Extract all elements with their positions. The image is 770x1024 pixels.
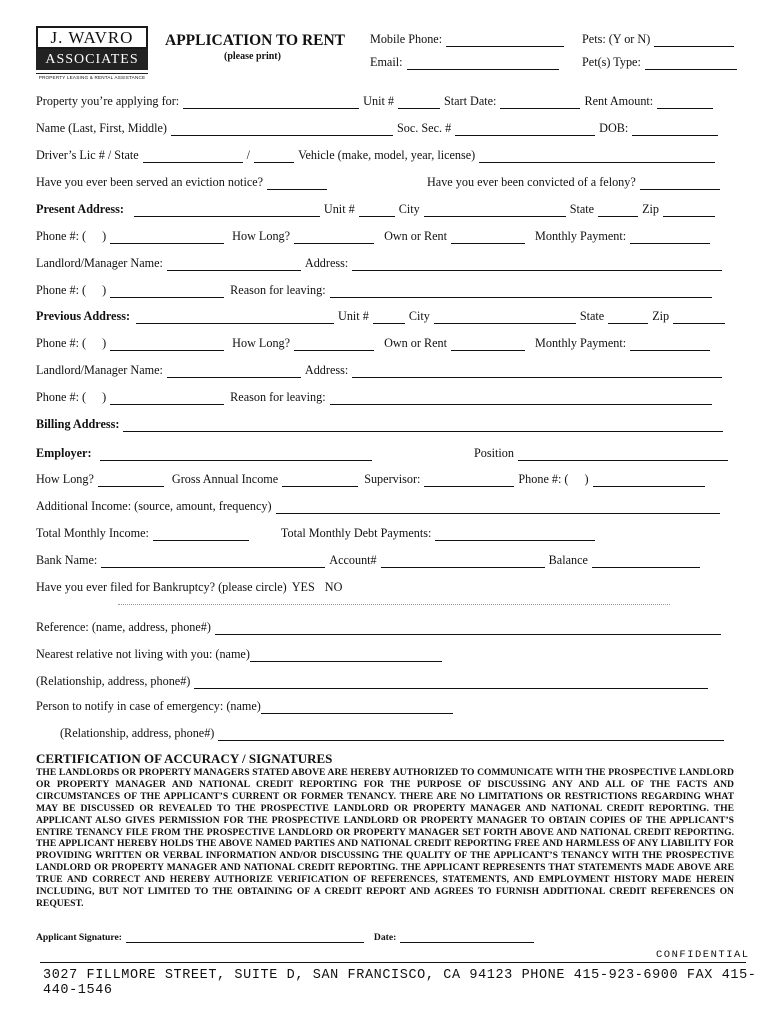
- previous-own-rent-field[interactable]: [451, 339, 525, 351]
- additional-income-row: [36, 499, 724, 514]
- previous-how-long-label: How Long?: [232, 336, 291, 350]
- start-date-label: Start Date:: [443, 94, 497, 108]
- position-row: [474, 446, 732, 461]
- section-divider: [118, 604, 670, 605]
- bank-name-label: Bank Name:: [36, 553, 98, 567]
- previous-landlord-phone-label: Phone #: (: [36, 390, 87, 404]
- relative-relationship-field[interactable]: [194, 677, 708, 689]
- emergency-relationship-field[interactable]: [218, 729, 724, 741]
- name-field[interactable]: [171, 124, 393, 136]
- position-label: Position: [474, 446, 514, 460]
- employment-details-row: [36, 472, 709, 487]
- signature-row: [36, 932, 538, 943]
- previous-phone-row: [36, 336, 714, 351]
- dob-label: DOB:: [599, 121, 629, 135]
- total-income-label: Total Monthly Income:: [36, 526, 149, 540]
- present-landlord-phone-paren: ): [102, 283, 107, 297]
- position-field[interactable]: [518, 449, 728, 461]
- previous-phone-paren: ): [102, 336, 107, 350]
- present-phone-row: [36, 229, 714, 244]
- employer-label: Employer:: [36, 446, 92, 460]
- mobile-label: Mobile Phone:: [370, 32, 443, 46]
- drivers-lic-label: Driver’s Lic # / State: [36, 148, 139, 162]
- lic-state-field[interactable]: [254, 151, 294, 163]
- employment-how-long-label: How Long?: [36, 472, 94, 486]
- previous-city-label: City: [408, 309, 430, 323]
- felony-row: [427, 175, 724, 190]
- additional-income-label: Additional Income: (source, amount, frequency): [36, 499, 272, 513]
- mobile-field[interactable]: [446, 35, 564, 47]
- present-state-field[interactable]: [598, 205, 638, 217]
- logo-line1: J. WAVRO: [36, 26, 148, 49]
- present-landlord-address-field[interactable]: [352, 259, 722, 271]
- previous-landlord-phone-field[interactable]: [110, 393, 224, 405]
- previous-address-label: Previous Address:: [36, 309, 131, 323]
- license-row: [36, 148, 719, 163]
- vehicle-field[interactable]: [479, 151, 715, 163]
- balance-label: Balance: [548, 553, 588, 567]
- bankruptcy-row: [36, 580, 342, 595]
- billing-address-label: Billing Address:: [36, 417, 120, 431]
- previous-monthly-payment-field[interactable]: [630, 339, 710, 351]
- present-landlord-field[interactable]: [167, 259, 301, 271]
- previous-reason-label: Reason for leaving:: [230, 390, 326, 404]
- previous-city-field[interactable]: [434, 312, 576, 324]
- present-how-long-field[interactable]: [294, 232, 374, 244]
- previous-landlord-label: Landlord/Manager Name:: [36, 363, 163, 377]
- footer-address: 3027 FILLMORE STREET, SUITE D, SAN FRANCISCO, CA 94123 PHONE 415-923-6900 FAX 415-440-1546: [43, 968, 757, 998]
- present-monthly-payment-field[interactable]: [630, 232, 710, 244]
- felony-field[interactable]: [640, 178, 720, 190]
- slash: /: [246, 148, 251, 162]
- eviction-label: Have you ever been served an eviction notice?: [36, 175, 264, 189]
- bankruptcy-label: Have you ever filed for Bankruptcy? (please circle): [36, 580, 287, 594]
- bankruptcy-no-option[interactable]: NO: [324, 580, 343, 594]
- footer-rule: [40, 962, 746, 963]
- previous-state-field[interactable]: [608, 312, 648, 324]
- present-address-field[interactable]: [134, 205, 320, 217]
- reference-label: Reference: (name, address, phone#): [36, 620, 211, 634]
- previous-reason-row: [36, 390, 716, 405]
- pets-row: [582, 32, 738, 47]
- previous-landlord-phone-paren: ): [102, 390, 107, 404]
- emergency-relationship-label: (Relationship, address, phone#): [60, 726, 215, 740]
- emergency-field[interactable]: [261, 702, 453, 714]
- confidential-label: CONFIDENTIAL: [656, 949, 750, 961]
- gross-income-field[interactable]: [282, 475, 358, 487]
- relative-relationship-label: (Relationship, address, phone#): [36, 674, 191, 688]
- present-landlord-address-label: Address:: [304, 256, 349, 270]
- property-label: Property you’re applying for:: [36, 94, 180, 108]
- previous-how-long-field[interactable]: [294, 339, 374, 351]
- present-own-rent-label: Own or Rent: [384, 229, 448, 243]
- balance-field[interactable]: [592, 556, 700, 568]
- previous-landlord-row: [36, 363, 726, 378]
- email-label: Email:: [370, 55, 403, 69]
- ssn-label: Soc. Sec. #: [397, 121, 452, 135]
- previous-zip-label: Zip: [652, 309, 670, 323]
- present-landlord-row: [36, 256, 726, 271]
- pet-type-label: Pet(s) Type:: [582, 55, 641, 69]
- pet-type-field[interactable]: [645, 58, 737, 70]
- account-field[interactable]: [381, 556, 545, 568]
- previous-address-field[interactable]: [136, 312, 334, 324]
- pets-field[interactable]: [654, 35, 734, 47]
- previous-landlord-field[interactable]: [167, 366, 301, 378]
- previous-own-rent-label: Own or Rent: [384, 336, 448, 350]
- employer-phone-paren: ): [584, 472, 589, 486]
- start-date-field[interactable]: [500, 97, 580, 109]
- pet-type-row: [582, 55, 741, 70]
- eviction-row: [36, 175, 331, 190]
- present-reason-field[interactable]: [330, 286, 712, 298]
- total-debt-field[interactable]: [435, 529, 595, 541]
- logo-line2: ASSOCIATES: [36, 49, 148, 70]
- employment-how-long-field[interactable]: [98, 475, 164, 487]
- nearest-relative-label: Nearest relative not living with you: (name): [36, 647, 250, 661]
- billing-row: [36, 417, 727, 432]
- previous-reason-field[interactable]: [330, 393, 712, 405]
- income-debt-row: [36, 526, 599, 541]
- previous-landlord-address-field[interactable]: [352, 366, 722, 378]
- present-phone-paren: ): [102, 229, 107, 243]
- previous-zip-field[interactable]: [673, 312, 725, 324]
- present-city-label: City: [398, 202, 420, 216]
- bank-row: [36, 553, 704, 568]
- employer-row: [36, 446, 376, 461]
- supervisor-field[interactable]: [424, 475, 514, 487]
- email-row: [370, 55, 563, 70]
- total-income-field[interactable]: [153, 529, 249, 541]
- present-zip-label: Zip: [642, 202, 660, 216]
- previous-phone-label: Phone #: (: [36, 336, 87, 350]
- pets-label: Pets: (Y or N): [582, 32, 651, 46]
- present-reason-label: Reason for leaving:: [230, 283, 326, 297]
- property-field[interactable]: [183, 97, 359, 109]
- billing-address-field[interactable]: [123, 420, 723, 432]
- name-label: Name (Last, First, Middle): [36, 121, 167, 135]
- present-phone-label: Phone #: (: [36, 229, 87, 243]
- previous-landlord-address-label: Address:: [304, 363, 349, 377]
- unit-label: Unit #: [363, 94, 394, 108]
- previous-monthly-payment-label: Monthly Payment:: [535, 336, 627, 350]
- present-state-label: State: [569, 202, 595, 216]
- date-label: Date:: [373, 932, 397, 943]
- supervisor-label: Supervisor:: [364, 472, 421, 486]
- name-row: [36, 121, 722, 136]
- bank-name-field[interactable]: [101, 556, 325, 568]
- bankruptcy-yes-option[interactable]: YES: [291, 580, 315, 594]
- employer-phone-field[interactable]: [593, 475, 705, 487]
- reference-field[interactable]: [215, 623, 721, 635]
- present-zip-field[interactable]: [663, 205, 715, 217]
- ssn-field[interactable]: [455, 124, 595, 136]
- reference-row: [36, 620, 725, 635]
- property-row: [36, 94, 717, 109]
- dob-field[interactable]: [632, 124, 718, 136]
- eviction-field[interactable]: [267, 178, 327, 190]
- nearest-relative-field[interactable]: [250, 650, 442, 662]
- present-landlord-phone-label: Phone #: (: [36, 283, 87, 297]
- emergency-label: Person to notify in case of emergency: (name): [36, 699, 261, 713]
- form-subtitle: (please print): [224, 51, 281, 62]
- email-field[interactable]: [407, 58, 559, 70]
- rent-amount-field[interactable]: [657, 97, 713, 109]
- present-address-label: Present Address:: [36, 202, 124, 216]
- present-unit-field[interactable]: [359, 205, 395, 217]
- signature-field[interactable]: [126, 933, 364, 943]
- account-label: Account#: [329, 553, 377, 567]
- present-how-long-label: How Long?: [232, 229, 291, 243]
- present-own-rent-field[interactable]: [451, 232, 525, 244]
- employer-field[interactable]: [100, 449, 372, 461]
- unit-field[interactable]: [398, 97, 440, 109]
- additional-income-field[interactable]: [276, 502, 720, 514]
- present-city-field[interactable]: [424, 205, 566, 217]
- previous-address-row: [36, 309, 729, 324]
- previous-phone-field[interactable]: [110, 339, 224, 351]
- present-reason-row: [36, 283, 716, 298]
- felony-label: Have you ever been convicted of a felony?: [427, 175, 636, 189]
- previous-state-label: State: [579, 309, 605, 323]
- date-field[interactable]: [400, 933, 534, 943]
- form-title: APPLICATION TO RENT: [165, 32, 346, 49]
- signature-label: Applicant Signature:: [36, 932, 122, 943]
- vehicle-label: Vehicle (make, model, year, license): [298, 148, 476, 162]
- total-debt-label: Total Monthly Debt Payments:: [280, 526, 432, 540]
- certification-heading: CERTIFICATION OF ACCURACY / SIGNATURES: [36, 751, 333, 766]
- previous-unit-label: Unit #: [338, 309, 369, 323]
- present-monthly-payment-label: Monthly Payment:: [535, 229, 627, 243]
- present-landlord-phone-field[interactable]: [110, 286, 224, 298]
- rent-amount-label: Rent Amount:: [584, 94, 654, 108]
- present-landlord-label: Landlord/Manager Name:: [36, 256, 163, 270]
- logo-tagline: PROPERTY LEASING & RENTAL ASSISTANCE: [36, 73, 148, 80]
- certification-text: THE LANDLORDS OR PROPERTY MANAGERS STATED ABOVE ARE HEREBY AUTHORIZED TO COMMUNICATE WITH THE PROSPECTIVE LANDLORD OR PROPERTY MANAGER AND NATIONAL CREDIT REPORTING FOR THE PURPOSE OF DISCUSSING ANY AND ALL OF THE FACTS AND CIRCUMSTANCES OF THE APPLICANT’S CURRENT OR FORMER TENANCY. THERE ARE NO LIMITATIONS OR RESTRICTIONS REGARDING WHAT MAY BE DISCUSSED OR REVEALED TO THE PROSPECTIVE LANDLORD OR PROPERTY MANAGER AND NATIONAL CREDIT REPORTING. THE APPLICANT ALSO GIVES PERMISSION FOR THE PROSPECTIVE LANDLORD OR PROPERTY MANAGER TO OBTAIN COPIES OF THE APPLICANT’S ENTIRE TENANCY FILE FROM THE PROSPECTIVE LANDLORD OR PROPERTY MANAGER SET FORTH ABOVE AND NATIONAL CREDIT REPORTING. THE APPLICANT HEREBY HOLDS THE ABOVE NAMED PARTIES AND NATIONAL CREDIT REPORTING FREE AND HARMLESS OF ANY LIABILITY FOR PROVIDING WRITTEN OR VERBAL INFORMATION AND/OR DISCUSSING THE QUALITY OF THE APPLICANT’S TENANCY WITH THE PROSPECTIVE LANDLORD OR PROPERTY MANAGER AND NATIONAL CREDIT REPORTING. THE APPLICANT REPRESENTS THAT STATEMENTS MADE ABOVE ARE TRUE AND CORRECT AND HEREBY AUTHORIZE VERIFICATION OF REFERENCES, STATEMENTS, AND EMPLOYMENT HISTORY MADE HEREIN INCLUDING, BUT NOT LIMITED TO THE OBTAINING OF A CREDIT REPORT AND AGREES TO FURNISH ADDITIONAL CREDIT REFERENCES ON REQUEST.: [36, 767, 734, 909]
- nearest-relative-row: [36, 647, 446, 662]
- emergency-row: [36, 699, 457, 714]
- relative-relationship-row: [36, 674, 712, 689]
- previous-unit-field[interactable]: [373, 312, 405, 324]
- present-address-row: [36, 202, 719, 217]
- present-phone-field[interactable]: [110, 232, 224, 244]
- emergency-relationship-row: [60, 726, 728, 741]
- mobile-row: [370, 32, 568, 47]
- employer-phone-label: Phone #: (: [518, 472, 569, 486]
- drivers-lic-field[interactable]: [143, 151, 243, 163]
- present-unit-label: Unit #: [323, 202, 355, 216]
- gross-income-label: Gross Annual Income: [171, 472, 279, 486]
- company-logo: [36, 26, 148, 80]
